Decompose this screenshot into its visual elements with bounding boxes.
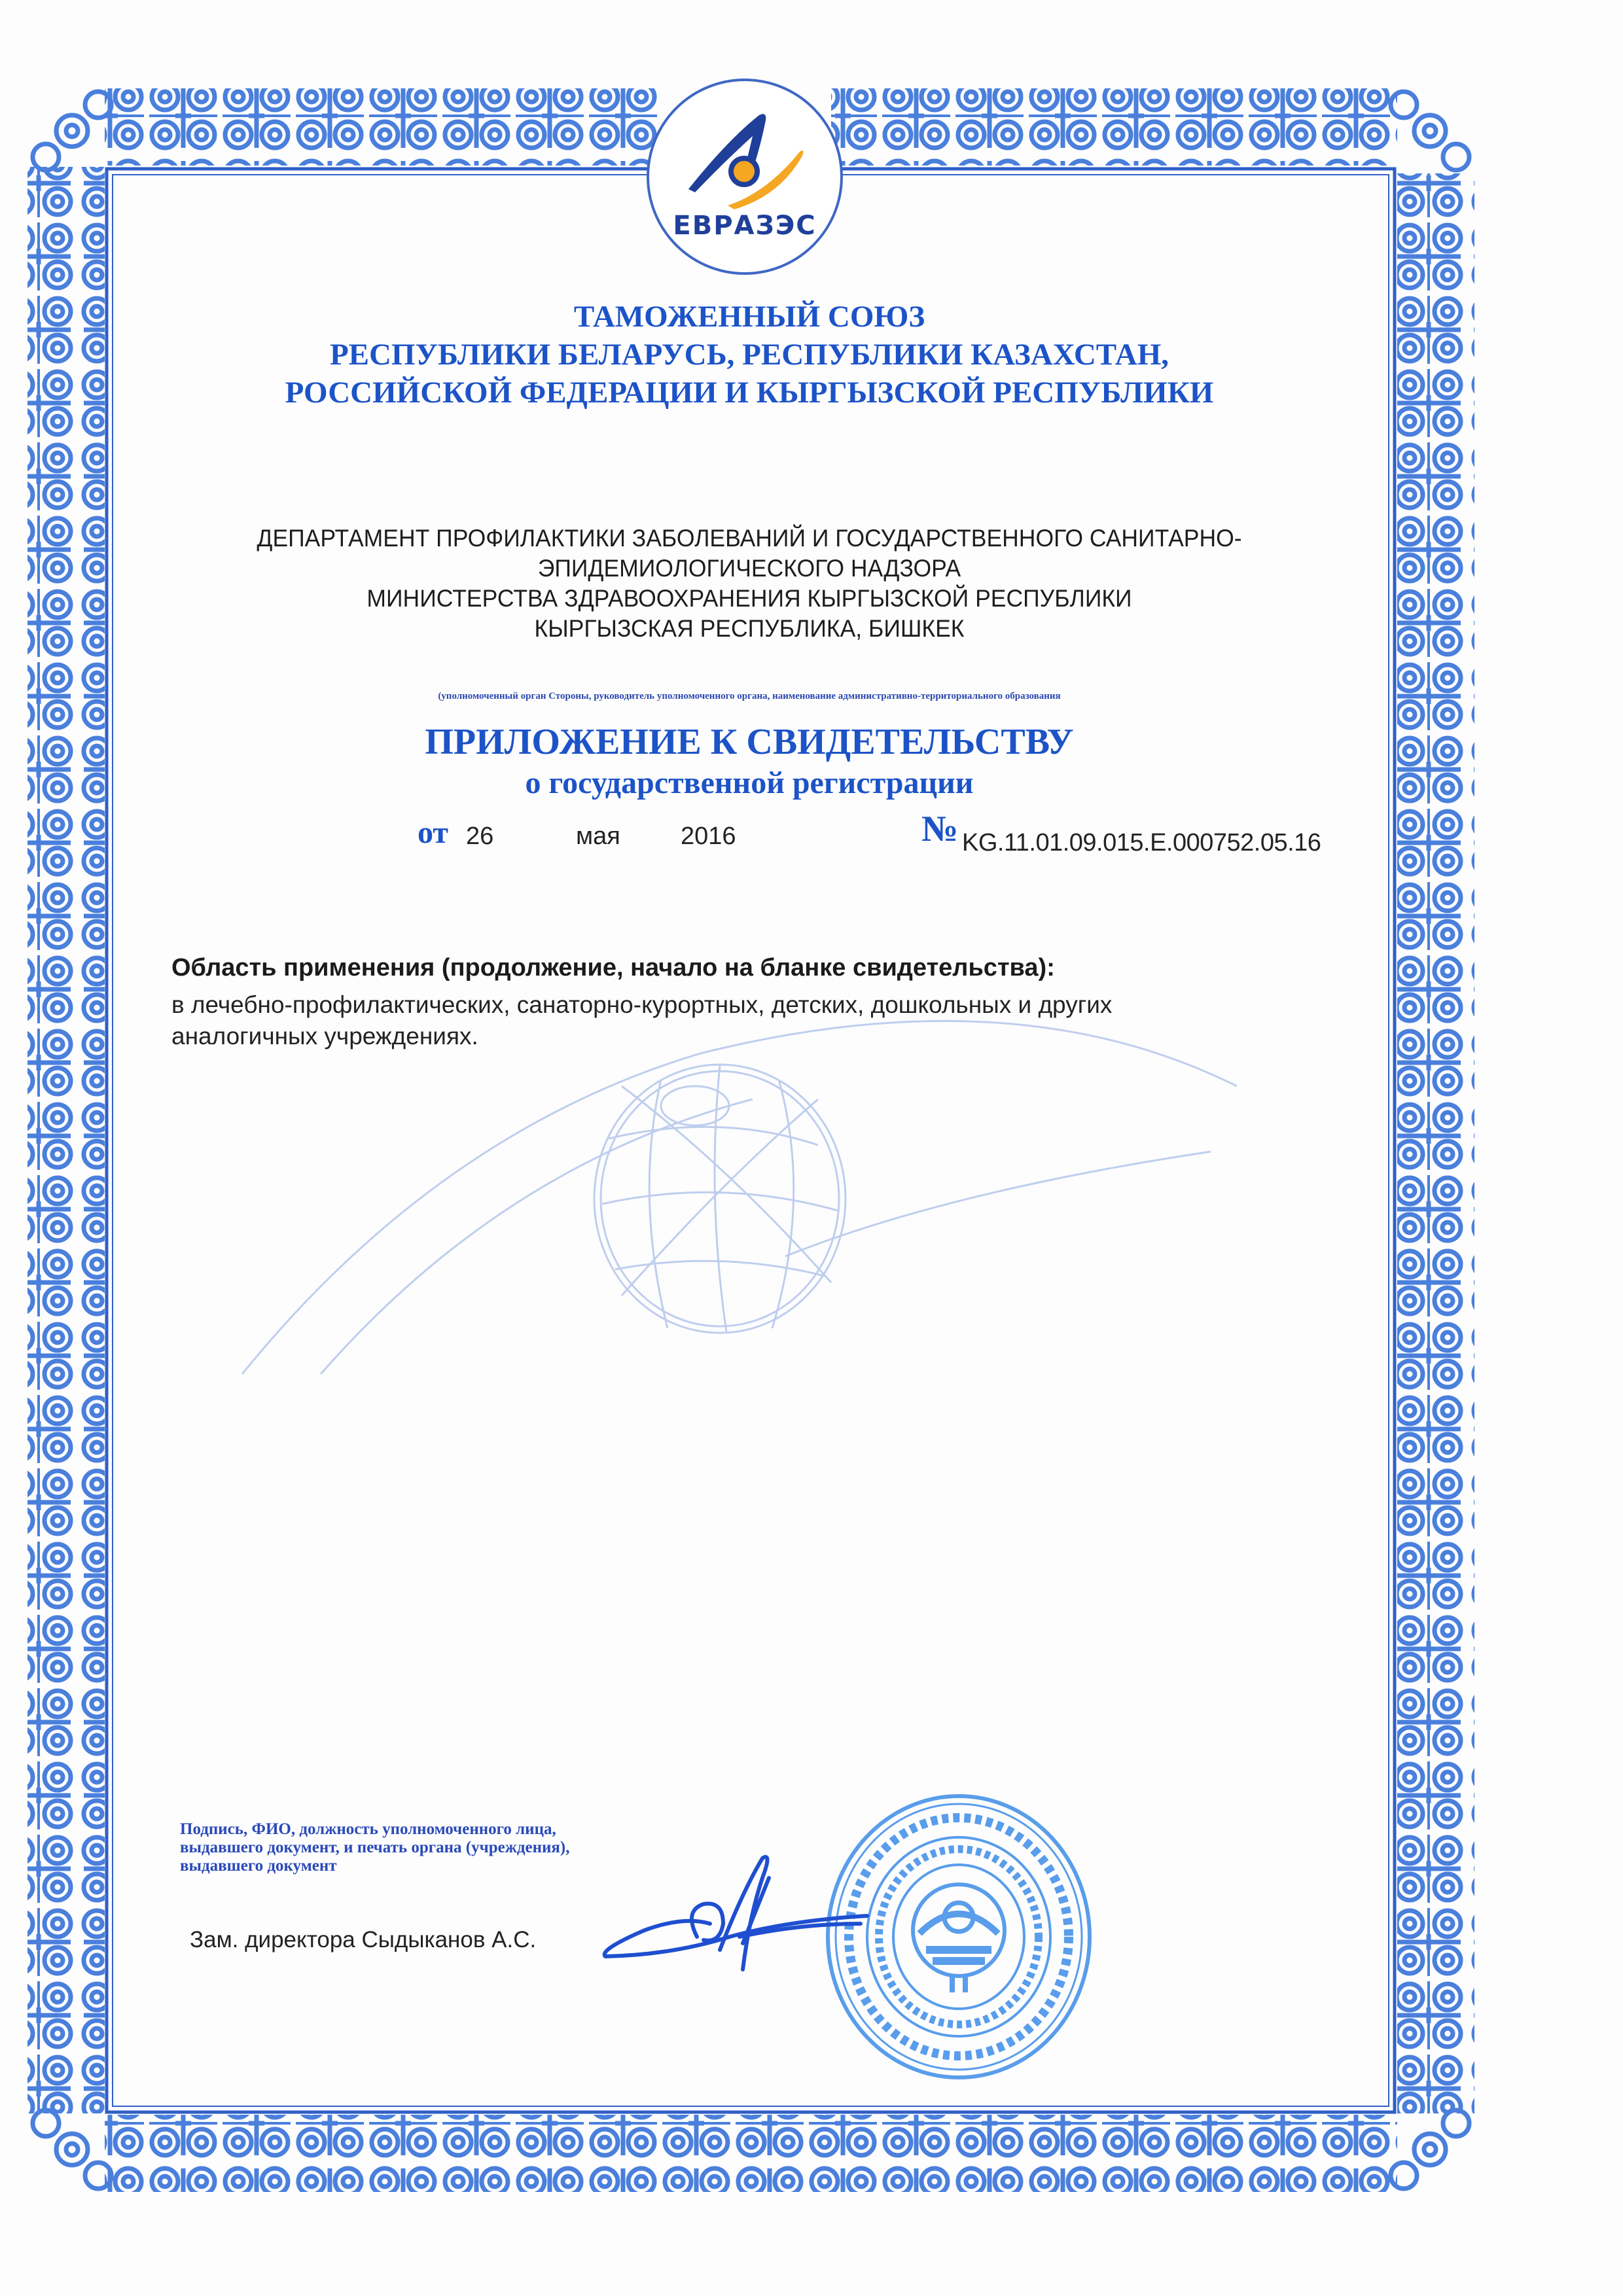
scope-title: Область применения (продолжение, начало на бланке свидетельства):	[171, 954, 1055, 981]
authority-line-2: ЭПИДЕМИОЛОГИЧЕСКОГО НАДЗОРА	[537, 555, 961, 582]
union-members-line-1: РЕСПУБЛИКИ БЕЛАРУСЬ, РЕСПУБЛИКИ КАЗАХСТАН,	[329, 338, 1169, 372]
date-number-row	[0, 809, 1623, 857]
number-sign: №	[921, 809, 959, 849]
scope-text: в лечебно-профилактических, санаторно-курортных, детских, дошкольных и других аналогичных учреждениях.	[171, 991, 1113, 1050]
signature-caption-line-3: выдавшего документ	[180, 1857, 337, 1875]
date-day: 26	[466, 822, 494, 850]
authority-caption: (уполномоченный орган Стороны, руководитель уполномоченного органа, наименование административно-территориального образования	[438, 691, 1061, 701]
eurasec-emblem-icon	[649, 81, 840, 272]
date-year: 2016	[681, 822, 736, 850]
authority-line-4: КЫРГЫЗСКАЯ РЕСПУБЛИКА, БИШКЕК	[534, 615, 965, 642]
date-prefix: от	[418, 815, 448, 850]
eurasec-logo	[647, 79, 843, 275]
document-title: ПРИЛОЖЕНИЕ К СВИДЕТЕЛЬСТВУ	[425, 722, 1074, 762]
authority-line-3: МИНИСТЕРСТВА ЗДРАВООХРАНЕНИЯ КЫРГЫЗСКОЙ РЕСПУБЛИКИ	[366, 585, 1132, 612]
date-month: мая	[576, 822, 620, 850]
registration-number: KG.11.01.09.015.E.000752.05.16	[962, 829, 1321, 857]
signature-caption-line-2: выдавшего документ, и печать органа (учреждения),	[180, 1839, 570, 1856]
union-title: ТАМОЖЕННЫЙ СОЮЗ	[573, 300, 925, 334]
signer-name: Зам. директора Сыдыканов А.С.	[190, 1927, 537, 1952]
document-subtitle: о государственной регистрации	[525, 766, 974, 800]
authority-line-1: ДЕПАРТАМЕНТ ПРОФИЛАКТИКИ ЗАБОЛЕВАНИЙ И ГОСУДАРСТВЕННОГО САНИТАРНО-	[257, 525, 1242, 552]
signature-caption-line-1: Подпись, ФИО, должность уполномоченного лица,	[180, 1820, 556, 1838]
union-members-line-2: РОССИЙСКОЙ ФЕДЕРАЦИИ И КЫРГЫЗСКОЙ РЕСПУБЛИКИ	[285, 376, 1214, 410]
globe-watermark-icon	[164, 916, 1276, 1374]
logo-text: ЕВРАЗЭС	[673, 211, 817, 241]
handwritten-signature	[592, 1839, 913, 1989]
